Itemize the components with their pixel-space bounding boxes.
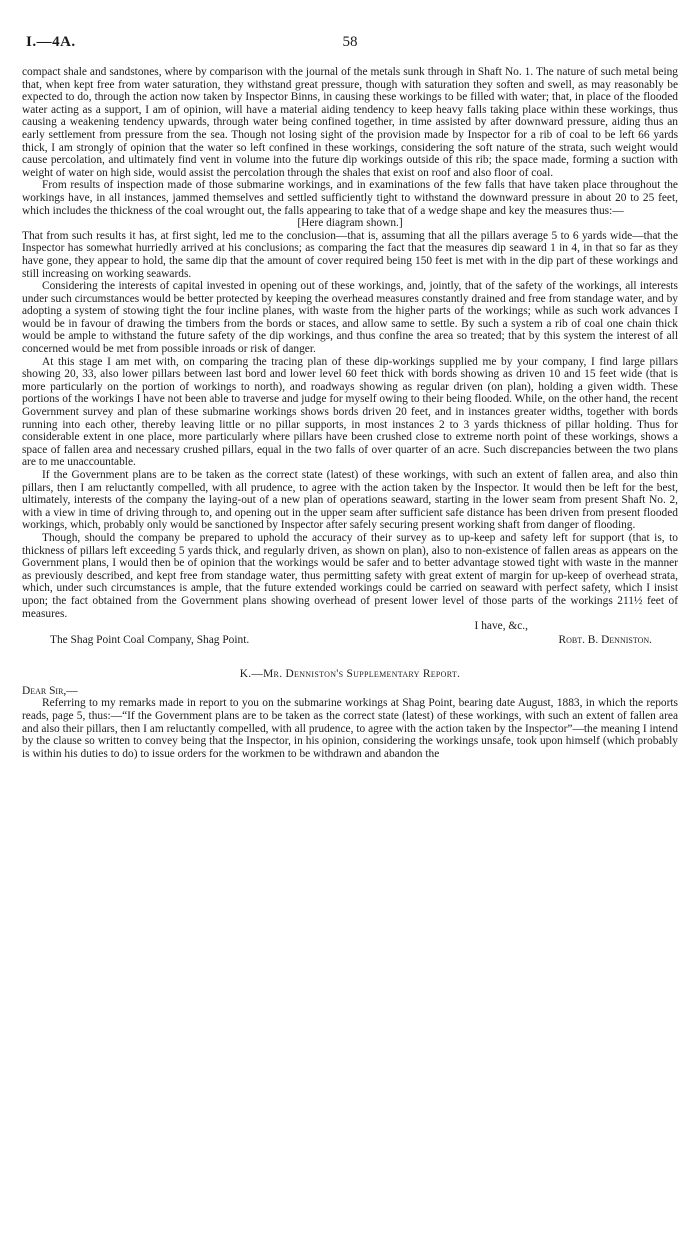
addressee: The Shag Point Coal Company, Shag Point.	[50, 634, 250, 647]
paragraph-6: If the Government plans are to be taken as the correct state (latest) of these workings, with such an extent of fallen area, and also thin pillars, then I am reluctantly compelled, with all prudence, to agree with the action taken by the Inspector. It would then be left for the best, ultimately, interests of the company the laying-out of a new plan of operations seaward, starting in the lower seam from present Shaft No. 2, with a view in time of driving through to, and opening out in the upper seam after sufficient safe distance has been driven from present flooded workings, which, probably only would be sanctioned by Inspector after safely securing present working shaft from danger of flooding.	[22, 469, 678, 532]
signature-row	[22, 634, 678, 648]
section-reference: I.—4A.	[26, 34, 76, 50]
signer-name: Robt. B. Denniston.	[558, 634, 652, 647]
diagram-note: [Here diagram shown.]	[297, 217, 403, 230]
report-body	[22, 66, 678, 760]
paragraph-1: compact shale and sandstones, where by comparison with the journal of the metals sunk through in Shaft No. 1. The nature of such metal being that, when kept free from water saturation, they withstand great pressure, though with saturation they soften and swell, as may reasonably be expected to do, through the action now taken by Inspector Binns, in causing these workings to be filled with water; that, in place of the flooded water acting as a support, I am of opinion, will have a material aiding tendency to keep heavy falls taking place within these workings, thus causing a weakening tendency upwards, through water being confined together, in time assisted by after downward pressure, aiding thus an early settlement from pressure from the sea. Though not losing sight of the provision made by Inspector for a rib of coal to be left 66 yards thick, I am strongly of opinion that the water so left confined in these workings, considering the soft nature of the strata, such weight would cause percolation, and ultimately find vent in volume into the future dip workings outside of this rib; the space made, forming a suction with weight of water on high side, would assist the percolation through the shales that exist on roof and also floor of coal.	[22, 66, 678, 179]
paragraph-3: That from such results it has, at first sight, led me to the conclusion—that is, assuming that all the pillars average 5 to 6 yards wide—that the Inspector has somewhat hurriedly arrived at his conclusions; as comparing the fact that the measures dip seaward 1 in 4, in that so far as they have gone, they appear to hold, the same dip that the amount of cover required being 150 feet is met with in the dip part of these workings and still increasing on working seawards.	[22, 229, 678, 280]
salutation: Dear Sir,—	[22, 684, 78, 697]
valediction-row	[22, 620, 678, 633]
paragraph-2: From results of inspection made of those submarine workings, and in examinations of the few falls that have taken place throughout the workings have, in all instances, jammed themselves and settled sufficiently tight to withstand the downward pressure in about 20 to 25 feet, which includes the thickness of the coal wrought out, the falls appearing to take that of a wedge shape and key the measures thus:—	[22, 179, 678, 217]
valediction: I have, &c.,	[474, 620, 528, 633]
page-number: 58	[342, 34, 358, 50]
paragraph-4: Considering the interests of capital invested in opening out of these workings, and, jointly, that of the safety of the workings, all interests under such circumstances would be better protected by keeping the overhead measures constantly drained and free from standage water, and by adopting a system of stowing tight the four incline planes, with waste from the higher parts of the workings; while as such work advances I would be in favour of drawing the timbers from the bords or staces, and allow same to settle. By such a system a rib of coal one chain thick would be ample to withstand the future safety of the dip workings, and thus confine the area so treated; that by this system the interest of all concerned would be met from possible inroads or risk of danger.	[22, 280, 678, 356]
paragraph-5: At this stage I am met with, on comparing the tracing plan of these dip-workings supplied me by your company, I find large pillars showing 20, 33, also lower pillars between last bord and lower level 60 feet thick with bords showing as driven 10 and 15 feet wide (that is more particularly on the portion of workings to north), and roadways showing as regular driven (on plan), holding a given width. These portions of the workings I have not been able to traverse and judge for myself owing to their being flooded. While, on the other hand, the recent Government survey and plan of these submarine workings shows bords driven 20 feet, and in instances greater widths, together with bords running into each other, thereby leaving little or no pillar supports, in most instances 2 to 3 yards thickness of pillar holding. Thus for considerable extent in one place, more particularly where pillars have been crushed close to extreme north point of these workings, shows a space of fallen area and necessary crushed pillars, equal in the two falls of over quarter of an acre. Such discrepancies between the two plans are to me unaccountable.	[22, 355, 678, 469]
page-header	[26, 34, 674, 54]
paragraph-7: Though, should the company be prepared to uphold the accuracy of their survey as to up-keep and safety left for support (that is, to thickness of pillars left exceeding 5 yards thick, and regularly driven, as shown on plan), also to non-existence of fallen areas as appears on the Government plans, I would then be of opinion that the workings would be safer and to better advantage stowed tight with waste in the manner as previously described, and kept free from standage water, thus permitting safety with great extent of margin for up-keep of overhead strata, which, under such circumstances is ample, that the future extended workings could be carried on seaward with perfect safety, which I insist upon; the fact obtained from the Government plans showing overhead of present lower level of those parts of the workings 211½ feet of measures.	[22, 531, 678, 620]
section-k-paragraph: Referring to my remarks made in report to you on the submarine workings at Shag Point, bearing date August, 1883, in which the reports reads, page 5, thus:—“If the Government plans are to be taken as the correct state (latest) of these workings, with such an extent of fallen area and also their pillars, then I am reluctantly compelled, with all prudence, to agree with the action taken by the Inspector”—the meaning I intend by the clause so written to convey being that the Inspector, in his opinion, considering the workings unsafe, took upon himself (which probably is within his duties to do) to issue orders for the workmen to be withdrawn and abandon the	[22, 697, 678, 760]
section-k-title: K.—Mr. Denniston's Supplementary Report.	[239, 668, 461, 681]
